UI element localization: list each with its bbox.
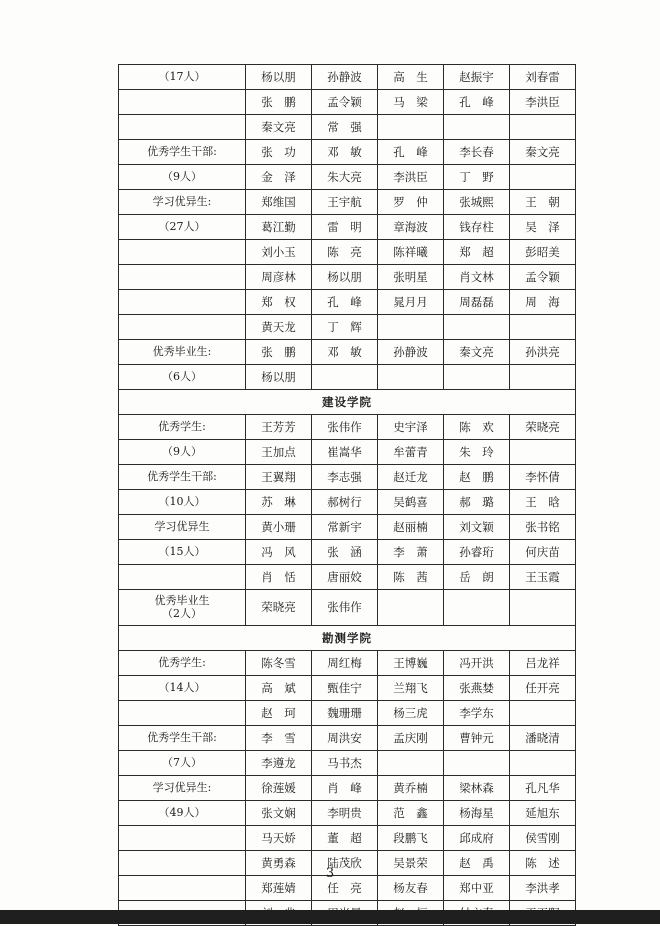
name-cell: 张书铭 <box>510 515 576 540</box>
name-cell: 秦文亮 <box>444 340 510 365</box>
name-cell: 刘文颖 <box>444 515 510 540</box>
name-cell: 冯开洪 <box>444 651 510 676</box>
name-cell: 朱大亮 <box>312 165 378 190</box>
name-cell: 曹钟元 <box>444 726 510 751</box>
name-cell: 陈 亮 <box>312 240 378 265</box>
table-row <box>119 290 576 315</box>
name-cell: 赵 鹏 <box>444 465 510 490</box>
name-cell: 吴鹤喜 <box>378 490 444 515</box>
name-cell: 董 超 <box>312 826 378 851</box>
name-cell <box>510 590 576 626</box>
name-cell: 雷 明 <box>312 215 378 240</box>
category-cell <box>119 290 246 315</box>
name-cell: 钱存柱 <box>444 215 510 240</box>
table-row <box>119 215 576 240</box>
category-cell: （9人） <box>119 440 246 465</box>
category-cell: （14人） <box>119 676 246 701</box>
name-cell: 李洪孝 <box>510 876 576 901</box>
name-cell: 张 鹏 <box>246 90 312 115</box>
table-row <box>119 90 576 115</box>
name-cell: 杨海星 <box>444 801 510 826</box>
name-cell: 孔凡华 <box>510 776 576 801</box>
name-cell: 潘晓清 <box>510 726 576 751</box>
name-cell <box>510 440 576 465</box>
table-row <box>119 340 576 365</box>
name-cell <box>510 365 576 390</box>
name-cell: 郝树行 <box>312 490 378 515</box>
name-cell: 马 梁 <box>378 90 444 115</box>
name-cell: 赵 珂 <box>246 701 312 726</box>
name-cell: 赵迁龙 <box>378 465 444 490</box>
name-cell: 陈 欢 <box>444 415 510 440</box>
name-cell: 黄天龙 <box>246 315 312 340</box>
name-cell: 张燕婪 <box>444 676 510 701</box>
name-cell: 王翼翔 <box>246 465 312 490</box>
name-cell <box>444 590 510 626</box>
name-cell <box>378 590 444 626</box>
name-cell <box>444 315 510 340</box>
name-cell: 黄勇森 <box>246 851 312 876</box>
category-cell <box>119 115 246 140</box>
name-cell: 段鹏飞 <box>378 826 444 851</box>
name-cell: 徐莲媛 <box>246 776 312 801</box>
category-cell: 优秀学生干部: <box>119 726 246 751</box>
name-cell: 王芳芳 <box>246 415 312 440</box>
table-row <box>119 565 576 590</box>
name-cell: 郑 权 <box>246 290 312 315</box>
section-title: 勘测学院 <box>119 626 576 651</box>
category-cell <box>119 265 246 290</box>
name-cell: 郑莲婧 <box>246 876 312 901</box>
name-cell: 马天娇 <box>246 826 312 851</box>
name-cell: 罗 仲 <box>378 190 444 215</box>
name-cell: 高 斌 <box>246 676 312 701</box>
name-cell <box>378 365 444 390</box>
name-cell: 吴 泽 <box>510 215 576 240</box>
name-cell: 张伟作 <box>312 415 378 440</box>
category-cell <box>119 90 246 115</box>
name-cell: 孙睿珩 <box>444 540 510 565</box>
category-cell: （49人） <box>119 801 246 826</box>
name-cell: 牟蕾青 <box>378 440 444 465</box>
name-cell: 孔 峰 <box>444 90 510 115</box>
name-cell: 李洪臣 <box>378 165 444 190</box>
honors-table <box>118 64 576 926</box>
table-row <box>119 65 576 90</box>
name-cell: 常 强 <box>312 115 378 140</box>
name-cell: 张 鹏 <box>246 340 312 365</box>
name-cell: 唐丽姣 <box>312 565 378 590</box>
category-cell: （17人） <box>119 65 246 90</box>
name-cell <box>510 165 576 190</box>
table-row <box>119 676 576 701</box>
name-cell: 赵振宇 <box>444 65 510 90</box>
name-cell: 周红梅 <box>312 651 378 676</box>
name-cell: 崔嵩华 <box>312 440 378 465</box>
name-cell: 王宇航 <box>312 190 378 215</box>
category-cell: （7人） <box>119 751 246 776</box>
category-cell: 学习优异生: <box>119 190 246 215</box>
name-cell: 郝 璐 <box>444 490 510 515</box>
table-row <box>119 315 576 340</box>
section-title: 建设学院 <box>119 390 576 415</box>
name-cell: 肖 峰 <box>312 776 378 801</box>
name-cell <box>510 115 576 140</box>
name-cell <box>444 751 510 776</box>
name-cell: 李洪臣 <box>510 90 576 115</box>
name-cell: 周彦林 <box>246 265 312 290</box>
table-row <box>119 776 576 801</box>
name-cell: 荣晓亮 <box>246 590 312 626</box>
name-cell: 肖 恬 <box>246 565 312 590</box>
section-header-row <box>119 626 576 651</box>
category-cell: 优秀学生干部: <box>119 140 246 165</box>
table-row <box>119 165 576 190</box>
honors-table-body <box>119 65 576 926</box>
table-row <box>119 826 576 851</box>
category-cell: 学习优异生 <box>119 515 246 540</box>
name-cell: 史宇泽 <box>378 415 444 440</box>
table-row <box>119 440 576 465</box>
category-cell: （15人） <box>119 540 246 565</box>
name-cell: 孔 峰 <box>312 290 378 315</box>
name-cell <box>378 315 444 340</box>
table-row <box>119 365 576 390</box>
name-cell: 王玉霞 <box>510 565 576 590</box>
name-cell: 秦文亮 <box>510 140 576 165</box>
name-cell: 张伟作 <box>312 590 378 626</box>
name-cell: 孙静波 <box>378 340 444 365</box>
table-row <box>119 751 576 776</box>
name-cell: 侯雪刚 <box>510 826 576 851</box>
category-cell <box>119 565 246 590</box>
category-cell: （9人） <box>119 165 246 190</box>
name-cell: 兰翔飞 <box>378 676 444 701</box>
name-cell: 常新宇 <box>312 515 378 540</box>
name-cell: 周洪安 <box>312 726 378 751</box>
name-cell: 魏珊珊 <box>312 701 378 726</box>
table-row <box>119 415 576 440</box>
name-cell: 葛江勤 <box>246 215 312 240</box>
name-cell: 杨以朋 <box>312 265 378 290</box>
name-cell: 晁月月 <box>378 290 444 315</box>
name-cell: 赵丽楠 <box>378 515 444 540</box>
category-cell <box>119 590 246 626</box>
name-cell: 张 涵 <box>312 540 378 565</box>
table-row <box>119 801 576 826</box>
table-row <box>119 240 576 265</box>
name-cell: 赵 禹 <box>444 851 510 876</box>
name-cell: 陆茂欣 <box>312 851 378 876</box>
table-row <box>119 726 576 751</box>
category-count: （2人） <box>162 606 202 620</box>
name-cell: 苏 琳 <box>246 490 312 515</box>
table-row <box>119 515 576 540</box>
name-cell <box>444 365 510 390</box>
name-cell <box>510 315 576 340</box>
name-cell: 李怀倩 <box>510 465 576 490</box>
category-cell: （10人） <box>119 490 246 515</box>
name-cell: 杨以朋 <box>246 65 312 90</box>
name-cell: 李 雪 <box>246 726 312 751</box>
name-cell: 杨友春 <box>378 876 444 901</box>
category-cell <box>119 315 246 340</box>
name-cell: 梁林森 <box>444 776 510 801</box>
category-cell <box>119 826 246 851</box>
name-cell <box>312 365 378 390</box>
name-cell: 李学东 <box>444 701 510 726</box>
name-cell: 刘小玉 <box>246 240 312 265</box>
name-cell: 李长春 <box>444 140 510 165</box>
name-cell: 陈祥曦 <box>378 240 444 265</box>
name-cell: 马书杰 <box>312 751 378 776</box>
name-cell: 王 晗 <box>510 490 576 515</box>
name-cell: 邓 敏 <box>312 340 378 365</box>
name-cell: 丁 辉 <box>312 315 378 340</box>
table-row <box>119 265 576 290</box>
name-cell: 金 泽 <box>246 165 312 190</box>
name-cell: 李遵龙 <box>246 751 312 776</box>
name-cell: 延旭东 <box>510 801 576 826</box>
table-row <box>119 465 576 490</box>
name-cell: 邱成府 <box>444 826 510 851</box>
name-cell: 张文娴 <box>246 801 312 826</box>
name-cell: 李明贵 <box>312 801 378 826</box>
table-row <box>119 115 576 140</box>
category-cell: 优秀毕业生: <box>119 340 246 365</box>
name-cell: 李志强 <box>312 465 378 490</box>
category-cell <box>119 240 246 265</box>
category-cell: （6人） <box>119 365 246 390</box>
category-cell: 优秀学生: <box>119 651 246 676</box>
page-number: 3 <box>325 866 335 881</box>
table-row <box>119 140 576 165</box>
name-cell <box>444 115 510 140</box>
name-cell: 陈冬雪 <box>246 651 312 676</box>
name-cell: 郑维国 <box>246 190 312 215</box>
name-cell: 周磊磊 <box>444 290 510 315</box>
name-cell: 王 朝 <box>510 190 576 215</box>
table-row <box>119 651 576 676</box>
name-cell: 肖文林 <box>444 265 510 290</box>
table-row <box>119 490 576 515</box>
name-cell <box>378 751 444 776</box>
category-cell: 优秀学生干部: <box>119 465 246 490</box>
name-cell: 任 亮 <box>312 876 378 901</box>
name-cell <box>510 701 576 726</box>
name-cell: 孟庆刚 <box>378 726 444 751</box>
table-row <box>119 540 576 565</box>
name-cell: 吴景荣 <box>378 851 444 876</box>
name-cell: 张明星 <box>378 265 444 290</box>
name-cell: 孙静波 <box>312 65 378 90</box>
name-cell: 任开亮 <box>510 676 576 701</box>
category-cell <box>119 701 246 726</box>
name-cell: 周 海 <box>510 290 576 315</box>
name-cell: 孙洪亮 <box>510 340 576 365</box>
scan-edge <box>0 910 660 924</box>
name-cell: 郑中亚 <box>444 876 510 901</box>
category-label: 优秀毕业生 <box>154 594 210 608</box>
name-cell: 王博巍 <box>378 651 444 676</box>
name-cell: 章海波 <box>378 215 444 240</box>
name-cell: 刘春雷 <box>510 65 576 90</box>
name-cell: 张 功 <box>246 140 312 165</box>
name-cell: 杨三虎 <box>378 701 444 726</box>
category-cell: 优秀学生: <box>119 415 246 440</box>
name-cell: 朱 玲 <box>444 440 510 465</box>
name-cell: 张城熙 <box>444 190 510 215</box>
name-cell: 秦文亮 <box>246 115 312 140</box>
name-cell: 孟令颖 <box>510 265 576 290</box>
name-cell: 王加点 <box>246 440 312 465</box>
name-cell: 郑 超 <box>444 240 510 265</box>
name-cell: 孟令颖 <box>312 90 378 115</box>
table-row <box>119 701 576 726</box>
name-cell: 黄小珊 <box>246 515 312 540</box>
name-cell: 黄乔楠 <box>378 776 444 801</box>
category-cell: （27人） <box>119 215 246 240</box>
name-cell: 孔 峰 <box>378 140 444 165</box>
table-row <box>119 590 576 626</box>
name-cell <box>378 115 444 140</box>
name-cell: 范 鑫 <box>378 801 444 826</box>
name-cell: 高 生 <box>378 65 444 90</box>
name-cell: 陈 茜 <box>378 565 444 590</box>
name-cell <box>510 751 576 776</box>
category-cell: 学习优异生: <box>119 776 246 801</box>
name-cell: 彭昭美 <box>510 240 576 265</box>
name-cell: 杨以朋 <box>246 365 312 390</box>
section-header-row <box>119 390 576 415</box>
name-cell: 何庆苗 <box>510 540 576 565</box>
name-cell: 甄佳宁 <box>312 676 378 701</box>
name-cell: 吕龙祥 <box>510 651 576 676</box>
name-cell: 邓 敏 <box>312 140 378 165</box>
table-row <box>119 190 576 215</box>
name-cell: 岳 朗 <box>444 565 510 590</box>
name-cell: 陈 述 <box>510 851 576 876</box>
name-cell: 冯 风 <box>246 540 312 565</box>
name-cell: 丁 野 <box>444 165 510 190</box>
name-cell: 荣晓亮 <box>510 415 576 440</box>
name-cell: 李 萧 <box>378 540 444 565</box>
